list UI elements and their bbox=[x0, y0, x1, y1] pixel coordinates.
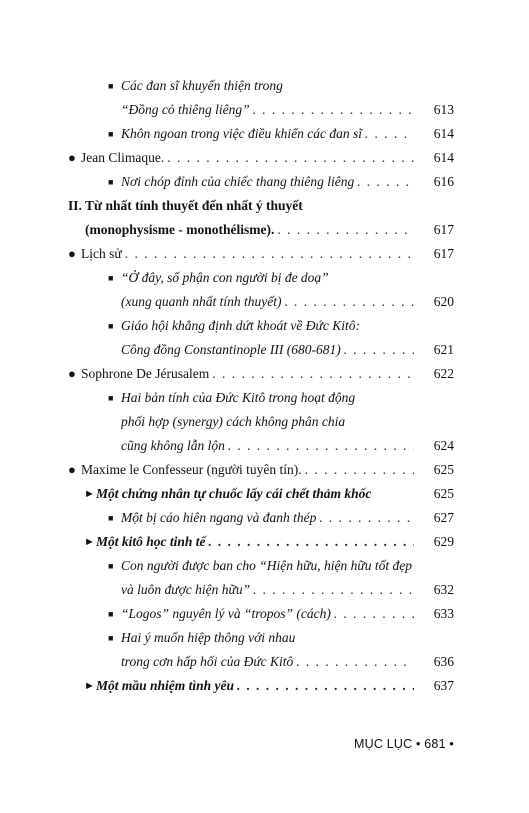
toc-entry-text: “Ở đây, số phận con người bị đe doạ” bbox=[121, 270, 329, 285]
dot-leader bbox=[316, 506, 414, 530]
dot-leader bbox=[331, 602, 414, 626]
square-bullet-icon: ■ bbox=[108, 561, 114, 571]
toc-entry-text: (monophysisme - monothélisme). . . . bbox=[85, 218, 414, 242]
dot-leader bbox=[234, 674, 414, 698]
dot-leader bbox=[302, 458, 414, 482]
page-number: 614 bbox=[433, 150, 454, 165]
dot-leader bbox=[341, 338, 414, 362]
toc-section-heading bbox=[0, 218, 529, 242]
toc-entry-text: (xung quanh nhất tính thuyết) . . . bbox=[121, 290, 414, 314]
square-bullet-icon: ■ bbox=[108, 513, 114, 523]
dot-leader bbox=[225, 434, 414, 458]
toc-entry bbox=[0, 122, 529, 146]
page-number: 625 bbox=[433, 462, 454, 477]
square-bullet-icon: ■ bbox=[108, 633, 114, 643]
triangle-bullet-icon: ► bbox=[84, 680, 95, 692]
page-number: 636 bbox=[433, 654, 454, 669]
toc-entry bbox=[0, 482, 529, 506]
toc-entry-text: Nơi chóp đỉnh của chiếc thang thiêng liêng . . . bbox=[121, 170, 414, 194]
toc-entry bbox=[0, 362, 529, 386]
toc-entry-text: “Logos” nguyên lý và “tropos” (cách) . . . bbox=[121, 602, 414, 626]
toc-entry-text: Hai bản tính của Đức Kitô trong hoạt động bbox=[121, 390, 356, 405]
toc-entry-text: II. Từ nhất tính thuyết đến nhất ý thuyết bbox=[68, 198, 303, 213]
toc-entry bbox=[0, 266, 529, 290]
page-number: 632 bbox=[433, 582, 454, 597]
toc-entry bbox=[0, 506, 529, 530]
toc-entry-text: phối hợp (synergy) cách không phân chia bbox=[121, 414, 346, 429]
page-number: 614 bbox=[433, 126, 454, 141]
toc-entry bbox=[0, 338, 529, 362]
toc-entry-text: Một kitô học tinh tế . . . bbox=[96, 530, 414, 554]
dot-leader bbox=[250, 98, 414, 122]
page-number: 617 bbox=[433, 222, 454, 237]
toc-entry bbox=[0, 650, 529, 674]
dot-leader bbox=[250, 578, 414, 602]
toc-entry-text: cũng không lẫn lộn . . . bbox=[121, 434, 414, 458]
toc-entry-text: Một mầu nhiệm tình yêu . . . bbox=[96, 674, 414, 698]
toc-entry-text: Giáo hội khẳng định dứt khoát về Đức Kitô: bbox=[121, 318, 360, 333]
square-bullet-icon: ■ bbox=[108, 273, 114, 283]
dot-leader bbox=[164, 146, 414, 170]
dot-leader bbox=[122, 242, 414, 266]
round-bullet-icon: ● bbox=[68, 366, 76, 381]
toc-entry bbox=[0, 98, 529, 122]
square-bullet-icon: ■ bbox=[108, 393, 114, 403]
toc-section-heading bbox=[0, 194, 529, 218]
toc-entry-text: trong cơn hấp hối của Đức Kitô . . . bbox=[121, 650, 414, 674]
page-number: 633 bbox=[433, 606, 454, 621]
toc-entry-text: Khôn ngoan trong việc điều khiển các đan sĩ . . . bbox=[121, 122, 414, 146]
square-bullet-icon: ■ bbox=[108, 609, 114, 619]
page-number: 629 bbox=[433, 534, 454, 549]
dot-leader bbox=[274, 218, 414, 242]
toc-entry-text: và luôn được hiện hữu” . . . bbox=[121, 578, 414, 602]
toc-entry-text: Các đan sĩ khuyến thiện trong bbox=[121, 78, 283, 93]
round-bullet-icon: ● bbox=[68, 150, 76, 165]
dot-leader bbox=[281, 290, 414, 314]
square-bullet-icon: ■ bbox=[108, 177, 114, 187]
dot-leader bbox=[354, 170, 414, 194]
page-number: 617 bbox=[433, 246, 454, 261]
square-bullet-icon: ■ bbox=[108, 129, 114, 139]
toc-entry bbox=[0, 170, 529, 194]
toc-entry bbox=[0, 554, 529, 578]
square-bullet-icon: ■ bbox=[108, 321, 114, 331]
toc-entry-text: Hai ý muốn hiệp thông với nhau bbox=[121, 630, 296, 645]
page-number: 637 bbox=[433, 678, 454, 693]
toc-entry bbox=[0, 578, 529, 602]
toc-entry-text: “Đồng cỏ thiêng liêng” . . . bbox=[121, 98, 414, 122]
page-number: 616 bbox=[433, 174, 454, 189]
page-number: 620 bbox=[433, 294, 454, 309]
triangle-bullet-icon: ► bbox=[84, 536, 95, 548]
square-bullet-icon: ■ bbox=[108, 81, 114, 91]
round-bullet-icon: ● bbox=[68, 246, 76, 261]
toc-entry-text: Một bị cáo hiên ngang và đanh thép . . . bbox=[121, 506, 414, 530]
toc-entry bbox=[0, 458, 529, 482]
dot-leader bbox=[362, 122, 414, 146]
dot-leader bbox=[293, 650, 414, 674]
dot-leader bbox=[206, 530, 414, 554]
toc-entry bbox=[0, 386, 529, 410]
toc-entry bbox=[0, 410, 529, 434]
toc-entry bbox=[0, 602, 529, 626]
toc-entry bbox=[0, 530, 529, 554]
triangle-bullet-icon: ► bbox=[84, 488, 95, 500]
dot-leader bbox=[209, 362, 414, 386]
toc-entry bbox=[0, 242, 529, 266]
page-number: 622 bbox=[433, 366, 454, 381]
toc-entry bbox=[0, 626, 529, 650]
page-number: 624 bbox=[433, 438, 454, 453]
page-number: 627 bbox=[433, 510, 454, 525]
toc-entry bbox=[0, 674, 529, 698]
page-number: 621 bbox=[433, 342, 454, 357]
toc-entry bbox=[0, 146, 529, 170]
toc-entry bbox=[0, 314, 529, 338]
toc-entry-text: Jean Climaque. . . . bbox=[81, 146, 414, 170]
page-number: 613 bbox=[433, 102, 454, 117]
toc-entry-text: Maxime le Confesseur (người tuyên tín). . . . bbox=[81, 458, 414, 482]
toc-entry-text: Lịch sử . . . bbox=[81, 242, 414, 266]
page-number: 625 bbox=[433, 486, 454, 501]
toc-entry-text: Con người được ban cho “Hiện hữu, hiện hữu tốt đẹp bbox=[121, 558, 412, 573]
toc-entry-text: Một chứng nhân tự chuốc lấy cái chết thảm khốc bbox=[96, 486, 372, 501]
toc-entry bbox=[0, 74, 529, 98]
round-bullet-icon: ● bbox=[68, 462, 76, 477]
toc-entry-text: Công đồng Constantinople III (680-681) . . . bbox=[121, 338, 414, 362]
toc-entry bbox=[0, 434, 529, 458]
toc-entry-text: Sophrone De Jérusalem . . . bbox=[81, 362, 414, 386]
toc-entry bbox=[0, 290, 529, 314]
page-footer: MỤC LỤC • 681 • bbox=[354, 737, 454, 751]
